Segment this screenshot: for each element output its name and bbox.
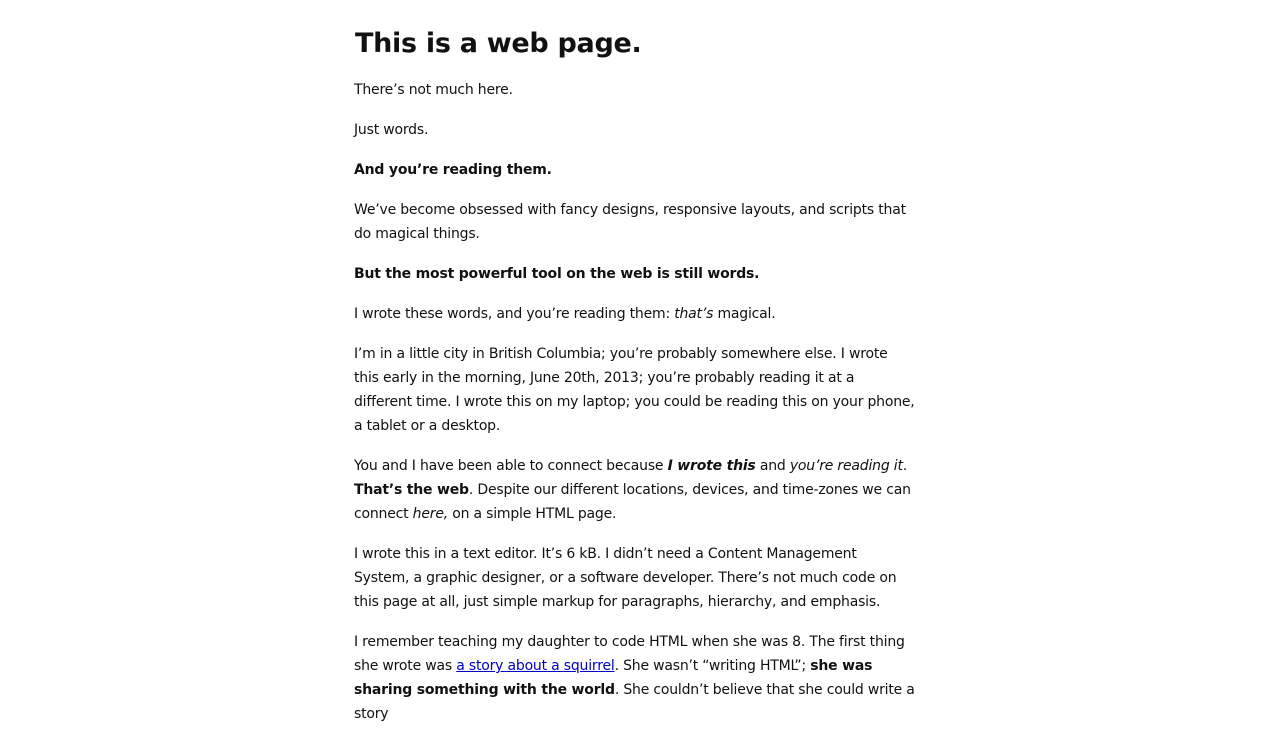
squirrel-story-link[interactable]: a story about a squirrel bbox=[456, 658, 615, 674]
emphasis-i-wrote bbox=[668, 458, 756, 474]
text-segment: and bbox=[755, 458, 790, 474]
text-segment: You and I have been able to connect because bbox=[354, 458, 668, 474]
article bbox=[354, 24, 916, 742]
emphasis-thats-the-web: That’s the web bbox=[354, 482, 469, 498]
emphasis-sharing: she was sharing something with the world bbox=[354, 658, 873, 698]
paragraph-powerful-tool bbox=[354, 262, 916, 286]
paragraph-connect bbox=[354, 454, 916, 526]
text-segment: I wrote these words, and you’re reading them: bbox=[354, 306, 675, 322]
paragraph-reading-them bbox=[354, 158, 916, 182]
paragraph-just-words: Just words. bbox=[354, 122, 429, 138]
emphasis-powerful-tool: But the most powerful tool on the web is still words. bbox=[354, 266, 760, 282]
paragraph-location: I’m in a little city in British Columbia; you’re probably somewhere else. I wrote this early in the morning, June 20th, 2013; you’re probably reading it at a different time. I wrote this on my laptop; you could be reading this on your phone, a tablet or a desktop. bbox=[354, 346, 915, 434]
emphasis-i-wrote-text: I wrote this bbox=[667, 458, 756, 474]
text-segment: . She couldn’t believe that she could write a story bbox=[354, 682, 915, 722]
paragraph-magical bbox=[354, 302, 916, 326]
paragraph-fancy-designs: We’ve become obsessed with fancy designs, responsive layouts, and scripts that do magical things. bbox=[354, 202, 906, 242]
emphasis-thats: that’s bbox=[674, 306, 714, 322]
emphasis-here: here, bbox=[412, 506, 448, 522]
text-segment: on a simple HTML page. bbox=[447, 506, 617, 522]
text-segment: . She wasn’t “writing HTML”; bbox=[614, 658, 811, 674]
text-segment: . bbox=[902, 458, 908, 474]
text-segment: I remember teaching my daughter to code HTML when she was 8. The first thing she wrote was bbox=[354, 634, 905, 674]
text-segment: . Despite our different locations, devices, and time-zones we can connect bbox=[354, 482, 911, 522]
paragraph-daughter bbox=[354, 630, 916, 726]
paragraph-text-editor: I wrote this in a text editor. It’s 6 kB. I didn’t need a Content Management System, a graphic designer, or a software developer. There’s not much code on this page at all, just simple markup for paragraphs, hierarchy, and emphasis. bbox=[354, 546, 897, 610]
text-segment: magical. bbox=[713, 306, 776, 322]
emphasis-reading-them: And you’re reading them. bbox=[354, 162, 552, 178]
paragraph-intro: There’s not much here. bbox=[354, 82, 513, 98]
emphasis-youre-reading: you’re reading it bbox=[789, 458, 903, 474]
page-title: This is a web page. bbox=[355, 28, 642, 59]
